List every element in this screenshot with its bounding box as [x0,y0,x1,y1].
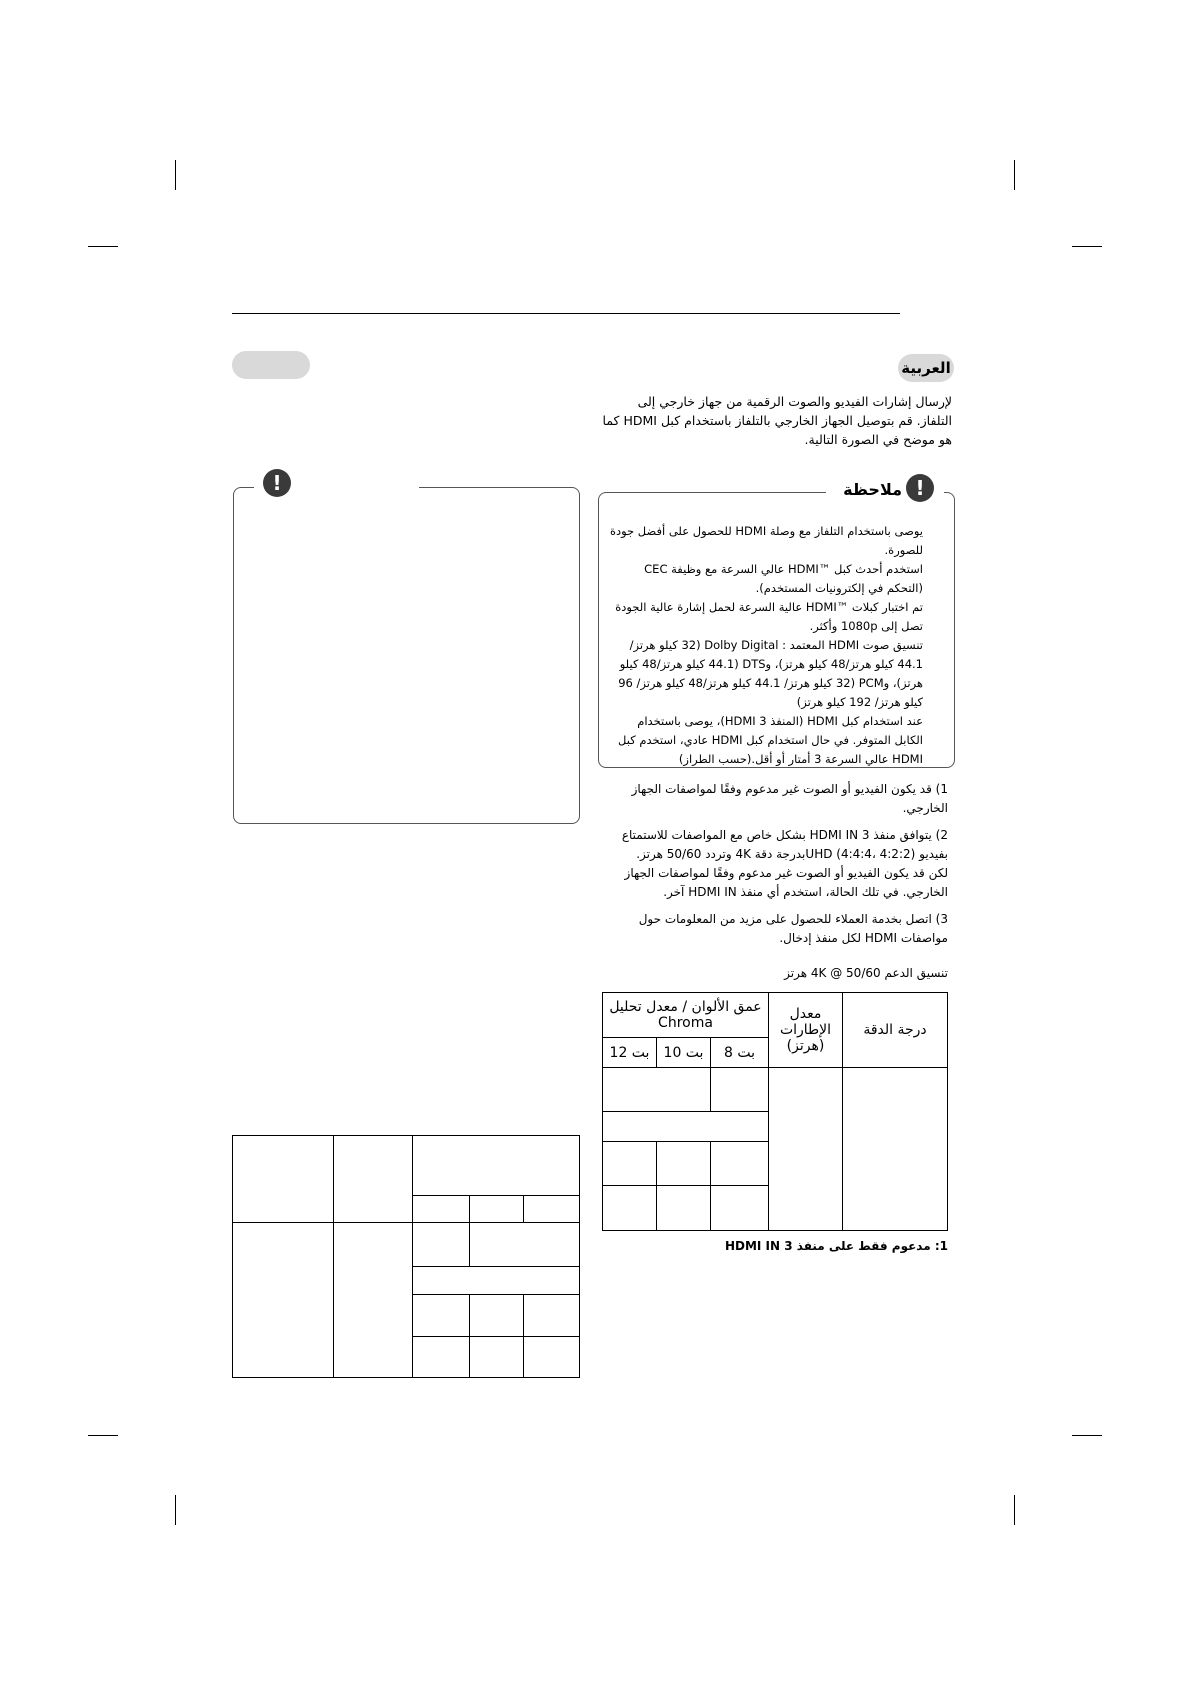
crop-mark [1014,1495,1015,1525]
footnote-text: قد يكون الفيديو أو الصوت غير مدعوم وفقًا لمواصفات الجهاز الخارجي. [631,782,948,815]
table-cell [412,1222,470,1267]
section-title: العربية [901,359,951,377]
note-title: ملاحظة [843,480,902,499]
table-cell [333,1135,413,1223]
table-cell [469,1195,524,1223]
crop-mark [1014,160,1015,190]
note-item: تم اختبار كبلات ™HDMI عالية السرعة لحمل إشارة عالية الجودة تصل إلى 1080p وأكثر. [615,600,923,633]
table-cell [412,1266,580,1295]
table-cell [469,1222,580,1267]
footnote-number: 1) [935,782,948,796]
header-rule [232,313,900,314]
left-table [232,1135,580,1378]
section-intro: لإرسال إشارات الفيديو والصوت الرقمية من جهاز خارجي إلى التلفاز. قم بتوصيل الجهاز الخارجي بالتلفاز باستخدام كبل HDMI كما هو موضح في الصورة التالية. [602,394,952,447]
table-cell [232,1222,334,1378]
table-cell [469,1336,524,1378]
footnote-text: يتوافق منفذ HDMI IN 3 بشكل خاص مع المواصفات للاستمتاع بفيديو UHD (4:4:4، 4:2:2)بدرجة دقة 4K وتردد 50/60 هرتز. لكن قد يكون الفيديو أو الصوت غير مدعوم وفقًا لمواصفات الجهاز الخارجي. في تلك الحالة، استخدم أي منفذ HDMI IN آخر. [621,828,948,899]
note-item: يوصى باستخدام التلفاز مع وصلة HDMI للحصول على أفضل جودة للصورة. [609,524,923,557]
footnote [620,826,948,902]
table-cell [602,1141,657,1186]
table-cell [523,1294,580,1337]
table-cell [842,1067,948,1231]
table-cell [602,1185,657,1231]
table-cell [469,1294,524,1337]
language-tab-empty [232,351,310,379]
header-frame-rate: معدل الإطارات (هرتز) [768,992,843,1068]
crop-mark [1072,1435,1102,1436]
table-cell [710,1067,769,1112]
table-cell [656,1185,711,1231]
crop-mark [88,246,118,247]
footnote-number: 3) [935,912,948,926]
table-cell [768,1067,843,1231]
table-cell [656,1141,711,1186]
crop-mark [175,1495,176,1525]
note-item: عند استخدام كبل HDMI (المنفذ HDMI 3)، يوصى باستخدام الكابل المتوفر. في حال استخدام كبل HDMI عادي، استخدم كبل HDMI عالي السرعة 3 أمتار أو أقل.(حسب الطراز) [618,714,923,766]
footnote-number: 2) [935,828,948,842]
table-caption: تنسيق الدعم 50/60 @ 4K هرتز [784,966,948,980]
table-cell [710,1185,769,1231]
table-cell [602,1111,769,1142]
table-cell [710,1141,769,1186]
left-note-box [233,487,580,824]
table-cell [412,1135,580,1196]
table-cell [412,1294,470,1337]
table-cell [602,1067,711,1112]
header-8bit: 8 بت [710,1037,769,1068]
table-cell [412,1195,470,1223]
note-item: تنسيق صوت HDMI المعتمد : Dolby Digital (32 كيلو هرتز/ 44.1 كيلو هرتز/48 كيلو هرتز)، وDTS (44.1 كيلو هرتز/48 كيلو هرتز)، وPCM (32 كيلو هرتز/ 44.1 كيلو هرتز/48 كيلو هرتز/ 96 كيلو هرتز/ 192 كيلو هرتز) [618,638,923,709]
header-10bit: 10 بت [656,1037,711,1068]
header-12bit: 12 بت [602,1037,657,1068]
table-cell [232,1135,334,1223]
header-color-depth: عمق الألوان / معدل تحليل Chroma [602,992,769,1038]
footnote-text: اتصل بخدمة العملاء للحصول على مزيد من المعلومات حول مواصفات HDMI لكل منفذ إدخال. [638,912,948,945]
crop-mark [88,1435,118,1436]
warning-icon: ! [263,469,291,497]
table-cell [333,1222,413,1378]
footnotes [620,780,948,948]
table-cell [412,1336,470,1378]
format-table [602,992,948,1231]
footnote [620,910,948,948]
header-resolution: درجة الدقة [842,992,948,1068]
table-cell [523,1336,580,1378]
warning-icon: ! [906,474,934,502]
crop-mark [1072,246,1102,247]
section-title-pill [898,354,954,382]
footnote [620,780,948,818]
table-cell [523,1195,580,1223]
note-item: استخدم أحدث كبل ™HDMI عالي السرعة مع وظيفة CEC (التحكم في إلكترونيات المستخدم). [644,562,923,595]
note-body [606,522,923,769]
crop-mark [175,160,176,190]
table-footnote: 1: مدعوم فقط على منفذ HDMI IN 3 [724,1239,948,1253]
